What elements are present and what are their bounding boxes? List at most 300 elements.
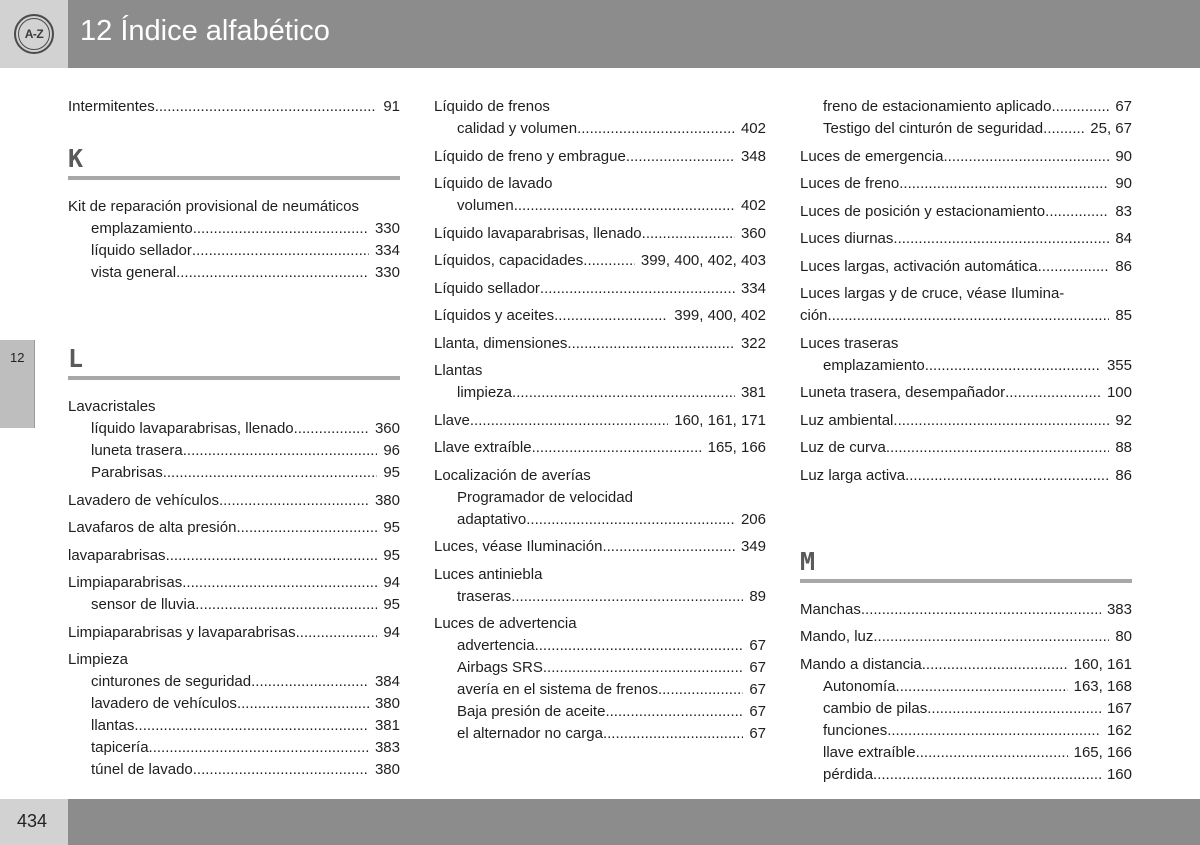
entry-term: cinturones de seguridad <box>91 673 252 690</box>
index-subentry <box>800 720 1132 742</box>
page-reference: 167 <box>1106 699 1132 717</box>
index-entry <box>434 410 766 432</box>
index-entry <box>434 333 766 355</box>
index-subentry <box>434 509 766 531</box>
entry-term: Luces diurnas <box>800 230 894 247</box>
index-subentry <box>800 764 1132 786</box>
page-reference: 85 <box>1115 307 1132 324</box>
dot-leader <box>887 720 1101 742</box>
index-entry <box>800 228 1132 250</box>
dot-leader <box>943 146 1109 168</box>
index-subentry <box>68 262 400 284</box>
entry-term: Luz larga activa <box>800 466 906 484</box>
page-reference: 83 <box>1115 202 1132 220</box>
entry-term: Autonomía <box>823 677 896 695</box>
index-entry <box>800 283 1132 327</box>
index-subentry <box>68 240 400 262</box>
letter-heading-char: M <box>800 546 816 576</box>
dot-leader <box>922 654 1068 676</box>
letter-heading-rule <box>68 176 400 180</box>
index-entry-line <box>68 572 400 594</box>
dot-leader <box>166 545 378 567</box>
index-subentry <box>68 737 400 759</box>
entry-term: Luz de curva <box>800 439 886 456</box>
entry-term: Testigo del cinturón de seguridad <box>823 120 1044 137</box>
entry-term: Limpiaparabrisas y lavaparabrisas <box>68 623 296 641</box>
section-spacer <box>68 284 400 330</box>
page-reference: 360 <box>740 224 766 242</box>
index-subentry <box>434 195 766 217</box>
entry-term: Líquido lavaparabrisas, llenado <box>434 224 642 242</box>
dot-leader <box>511 586 743 608</box>
dot-leader <box>927 698 1101 720</box>
dot-leader <box>577 118 735 140</box>
dot-leader <box>532 437 702 459</box>
dot-leader <box>470 410 668 432</box>
entry-term: luneta trasera <box>91 442 183 459</box>
page-reference: 92 <box>1115 411 1132 429</box>
dot-leader <box>828 305 1110 327</box>
entry-term: Parabrisas <box>91 464 163 481</box>
entry-term: freno de estacionamiento aplicado <box>823 98 1052 115</box>
page-reference: 348 <box>740 147 766 165</box>
page-reference: 383 <box>374 739 400 756</box>
entry-term: Baja presión de aceite <box>457 703 606 720</box>
dot-leader <box>193 759 369 781</box>
index-entry-line: Líquido de frenos <box>434 98 550 115</box>
index-entry <box>800 599 1132 621</box>
entry-term: limpieza <box>457 384 513 401</box>
index-subentry <box>434 635 766 657</box>
entry-term: Luces, véase Iluminación <box>434 538 603 555</box>
entry-term: Llave extraíble <box>434 439 532 456</box>
page-reference: 399, 400, 402, 403 <box>640 252 766 269</box>
page-reference: 402 <box>740 120 766 137</box>
index-entry <box>434 437 766 459</box>
dot-leader <box>893 228 1109 250</box>
index-subentry <box>68 759 400 781</box>
alphabetical-index-icon-label: A-Z <box>18 18 50 50</box>
index-entry-line <box>800 256 1132 278</box>
page-reference: 334 <box>374 242 400 259</box>
entry-term: Lavafaros de alta presión <box>68 519 237 536</box>
index-entry-line <box>68 490 400 512</box>
index-subentry <box>434 723 766 745</box>
dot-leader <box>1052 96 1110 118</box>
index-entry <box>800 465 1132 487</box>
page-reference: 88 <box>1115 439 1132 456</box>
page-reference: 383 <box>1106 600 1132 618</box>
entry-term: Luces de freno <box>800 175 900 192</box>
index-subentry <box>434 586 766 608</box>
index-entry <box>434 250 766 272</box>
page-reference: 95 <box>383 464 400 481</box>
index-entry <box>800 626 1132 648</box>
page-reference: 95 <box>383 519 400 536</box>
page-reference: 165, 166 <box>707 439 766 456</box>
entry-term: cambio de pilas <box>823 699 928 717</box>
index-entry <box>434 564 766 608</box>
index-subentry: Programador de velocidad <box>457 488 633 506</box>
index-entry-line <box>800 465 1132 487</box>
page-reference: 95 <box>383 596 400 613</box>
entry-term: Luces largas, activación automática <box>800 257 1038 275</box>
dot-leader <box>626 146 735 168</box>
dot-leader <box>526 509 735 531</box>
index-entry <box>800 382 1132 404</box>
index-entry <box>434 146 766 168</box>
dot-leader <box>182 572 377 594</box>
page-reference: 162 <box>1106 721 1132 739</box>
page-reference: 90 <box>1115 175 1132 192</box>
index-entry-line: Localización de averías <box>434 466 591 484</box>
page-reference: 95 <box>383 546 400 564</box>
index-entry <box>434 278 766 300</box>
page-header <box>0 0 1200 68</box>
dot-leader <box>905 465 1109 487</box>
page-reference: 360 <box>374 420 400 437</box>
dot-leader <box>1043 118 1084 140</box>
index-subentry <box>68 440 400 462</box>
dot-leader <box>916 742 1068 764</box>
page-reference: 86 <box>1115 466 1132 484</box>
index-entry-line <box>800 654 1132 676</box>
page-reference: 334 <box>740 279 766 297</box>
page-reference: 160, 161, 171 <box>674 411 766 429</box>
section-spacer <box>800 487 1132 533</box>
page-reference: 399, 400, 402 <box>674 307 766 324</box>
index-subentry <box>434 118 766 140</box>
entry-term: Lavadero de vehículos <box>68 491 219 509</box>
dot-leader <box>602 536 735 558</box>
entry-term: Llave <box>434 411 470 429</box>
entry-term: Llanta, dimensiones <box>434 334 568 352</box>
entry-term: tapicería <box>91 739 149 756</box>
dot-leader <box>149 737 369 759</box>
index-subentry <box>68 693 400 715</box>
page-reference: 380 <box>374 491 400 509</box>
index-entry-line <box>800 201 1132 223</box>
entry-term: funciones <box>823 721 888 739</box>
index-entry-line <box>68 545 400 567</box>
index-subentry <box>68 594 400 616</box>
index-entry <box>434 223 766 245</box>
index-entry <box>68 196 400 284</box>
page-reference: 84 <box>1115 230 1132 247</box>
index-subentry <box>434 382 766 404</box>
page-reference: 90 <box>1115 147 1132 165</box>
dot-leader <box>893 410 1109 432</box>
page-reference: 402 <box>740 197 766 214</box>
chapter-tab <box>0 340 35 428</box>
dot-leader <box>583 250 635 272</box>
page-reference: 380 <box>374 761 400 778</box>
entry-term: Mando, luz <box>800 628 874 645</box>
dot-leader <box>886 437 1109 459</box>
page-number: 434 <box>17 811 48 831</box>
entry-term: lavaparabrisas <box>68 546 166 564</box>
index-entry-line: Luces largas y de cruce, véase Ilumina- <box>800 285 1065 302</box>
dot-leader <box>603 723 743 745</box>
index-subentry <box>434 701 766 723</box>
index-entry <box>68 96 400 118</box>
index-entry-line <box>800 228 1132 250</box>
index-subentry <box>434 657 766 679</box>
index-entry <box>800 173 1132 195</box>
dot-leader <box>163 462 378 484</box>
index-entry-line <box>434 536 766 558</box>
entry-term: Mando a distancia <box>800 655 922 673</box>
index-entry-line <box>434 278 766 300</box>
dot-leader <box>176 262 369 284</box>
letter-heading-char: L <box>68 344 84 373</box>
page-reference: 67 <box>749 637 766 654</box>
page-reference: 100 <box>1106 384 1132 401</box>
alphabetical-index-icon <box>14 14 54 54</box>
index-subentry <box>68 671 400 693</box>
page-reference: 94 <box>383 623 400 641</box>
entry-term: Líquido sellador <box>434 279 540 297</box>
index-entry <box>800 146 1132 168</box>
dot-leader <box>155 96 378 118</box>
dot-leader <box>899 173 1109 195</box>
index-entry-line <box>800 173 1132 195</box>
entry-term: pérdida <box>823 765 874 783</box>
index-entry <box>434 360 766 404</box>
letter-heading-rule <box>68 376 400 380</box>
page-reference: 381 <box>740 384 766 401</box>
page-number-box <box>0 799 68 845</box>
page-reference: 89 <box>749 587 766 605</box>
dot-leader <box>873 764 1101 786</box>
entry-term: adaptativo <box>457 510 527 528</box>
dot-leader <box>514 195 735 217</box>
index-entry-line <box>800 626 1132 648</box>
entry-term: avería en el sistema de frenos <box>457 681 658 698</box>
dot-leader <box>861 599 1101 621</box>
page-reference: 67 <box>749 703 766 720</box>
index-entry <box>800 96 1132 140</box>
entry-term: Luces de posición y estacionamiento <box>800 202 1046 220</box>
page-reference: 96 <box>383 442 400 459</box>
index-entry-line: Llantas <box>434 362 483 379</box>
index-entry <box>434 173 766 217</box>
entry-term: Luz ambiental <box>800 411 894 429</box>
index-entry-line <box>434 305 766 327</box>
index-entry-line: Líquido de lavado <box>434 175 553 192</box>
entry-term: calidad y volumen <box>457 120 578 137</box>
index-entry <box>800 333 1132 377</box>
index-entry-line <box>800 599 1132 621</box>
index-entry <box>68 396 400 484</box>
page-reference: 94 <box>383 574 400 591</box>
index-column-2 <box>434 96 766 745</box>
page-reference: 67 <box>749 681 766 698</box>
dot-leader <box>535 635 744 657</box>
page-reference: 206 <box>740 510 766 528</box>
index-subentry <box>800 355 1132 377</box>
index-entry <box>434 613 766 745</box>
index-entry-line <box>434 410 766 432</box>
entry-term: Intermitentes <box>68 98 155 115</box>
dot-leader <box>543 657 743 679</box>
entry-term: sensor de lluvia <box>91 596 196 613</box>
dot-leader <box>193 218 369 240</box>
dot-leader <box>567 333 735 355</box>
entry-term: advertencia <box>457 637 535 654</box>
entry-term: volumen <box>457 197 514 214</box>
dot-leader <box>236 517 377 539</box>
index-entry <box>68 545 400 567</box>
index-entry-line <box>68 622 400 644</box>
dot-leader <box>605 701 743 723</box>
index-entry <box>800 654 1132 786</box>
entry-term: el alternador no carga <box>457 725 603 742</box>
index-entry-line: Luces traseras <box>800 334 899 352</box>
page-reference: 330 <box>374 264 400 281</box>
dot-leader <box>192 240 369 262</box>
dot-leader <box>237 693 369 715</box>
entry-term: ción <box>800 307 828 324</box>
index-entry <box>68 517 400 539</box>
dot-leader <box>873 626 1109 648</box>
index-entry-line <box>68 517 400 539</box>
index-entry <box>800 410 1132 432</box>
index-entry <box>68 572 400 616</box>
entry-term: Airbags SRS <box>457 659 543 676</box>
dot-leader <box>896 676 1068 698</box>
index-entry <box>434 96 766 140</box>
entry-term: Líquido de freno y embrague <box>434 147 626 165</box>
entry-term: Líquidos y aceites <box>434 307 555 324</box>
dot-leader <box>554 305 668 327</box>
page-reference: 160 <box>1106 765 1132 783</box>
page-reference: 67 <box>749 725 766 742</box>
page-reference: 80 <box>1115 628 1132 645</box>
page-reference: 355 <box>1106 356 1132 374</box>
entry-term: emplazamiento <box>823 356 925 374</box>
dot-leader <box>296 622 378 644</box>
index-entry-line <box>800 146 1132 168</box>
index-entry <box>800 256 1132 278</box>
page-reference: 165, 166 <box>1073 743 1132 761</box>
index-entry-line: Limpieza <box>68 651 129 668</box>
page-footer <box>0 799 1200 845</box>
dot-leader <box>1045 201 1109 223</box>
dot-leader <box>294 418 369 440</box>
index-entry <box>68 649 400 781</box>
index-entry-line: Luces de advertencia <box>434 615 577 632</box>
entry-term: túnel de lavado <box>91 761 193 778</box>
index-entry-line <box>800 410 1132 432</box>
index-letter-heading <box>68 330 400 396</box>
dot-leader <box>925 355 1101 377</box>
index-entry-line <box>434 223 766 245</box>
index-entry-line <box>434 437 766 459</box>
page-reference: 67 <box>749 659 766 676</box>
dot-leader <box>642 223 735 245</box>
index-subentry <box>800 96 1132 118</box>
index-letter-heading <box>800 533 1132 599</box>
page-reference: 384 <box>374 673 400 690</box>
page-reference: 67 <box>1115 98 1132 115</box>
header-icon-box <box>0 0 68 68</box>
index-column-3 <box>800 96 1132 786</box>
entry-term: llave extraíble <box>823 743 916 761</box>
entry-term: Líquidos, capacidades <box>434 252 584 269</box>
page-reference: 86 <box>1115 257 1132 275</box>
entry-term: emplazamiento <box>91 220 193 237</box>
dot-leader <box>134 715 369 737</box>
page-reference: 330 <box>374 220 400 237</box>
dot-leader <box>219 490 369 512</box>
index-column-1 <box>68 96 400 781</box>
index-subentry <box>800 676 1132 698</box>
page-reference: 91 <box>383 98 400 115</box>
entry-term: vista general <box>91 264 177 281</box>
dot-leader <box>251 671 369 693</box>
index-entry-line <box>434 333 766 355</box>
index-entry-line: Luces antiniebla <box>434 565 543 583</box>
page-reference: 163, 168 <box>1073 677 1132 695</box>
chapter-tab-label: 12 <box>10 350 25 365</box>
dot-leader <box>658 679 743 701</box>
entry-term: Manchas <box>800 600 861 618</box>
index-entry-line: Kit de reparación provisional de neumáticos <box>68 198 359 215</box>
page-reference: 380 <box>374 695 400 712</box>
dot-leader <box>512 382 735 404</box>
index-subentry <box>68 218 400 240</box>
page-reference: 160, 161 <box>1073 655 1132 673</box>
dot-leader <box>1038 256 1110 278</box>
entry-term: Luneta trasera, desempañador <box>800 384 1006 401</box>
index-entry <box>434 305 766 327</box>
index-subentry <box>434 679 766 701</box>
entry-term: Luces de emergencia <box>800 147 944 165</box>
index-entry-line <box>68 96 400 118</box>
index-subentry <box>68 418 400 440</box>
page-reference: 349 <box>740 538 766 555</box>
index-entry-line <box>434 146 766 168</box>
index-entry-line <box>800 382 1132 404</box>
dot-leader <box>195 594 377 616</box>
entry-term: traseras <box>457 587 512 605</box>
page-reference: 322 <box>740 334 766 352</box>
index-entry <box>800 201 1132 223</box>
index-letter-heading <box>68 130 400 196</box>
entry-term: líquido lavaparabrisas, llenado <box>91 420 294 437</box>
dot-leader <box>183 440 378 462</box>
entry-term: líquido sellador <box>91 242 192 259</box>
page-title: 12 Índice alfabético <box>80 15 330 47</box>
index-entry <box>68 622 400 644</box>
index-subentry <box>800 698 1132 720</box>
entry-term: llantas <box>91 717 135 734</box>
index-entry <box>68 490 400 512</box>
dot-leader <box>540 278 735 300</box>
page-reference: 381 <box>374 717 400 734</box>
index-entry-line: Lavacristales <box>68 398 156 415</box>
index-entry-line <box>800 305 1132 327</box>
letter-heading-rule <box>800 579 1132 583</box>
index-subentry <box>800 118 1132 140</box>
dot-leader <box>1005 382 1101 404</box>
letter-heading-char: K <box>68 144 84 173</box>
index-subentry <box>68 715 400 737</box>
index-entry <box>800 437 1132 459</box>
index-entry <box>434 465 766 531</box>
entry-term: lavadero de vehículos <box>91 695 237 712</box>
